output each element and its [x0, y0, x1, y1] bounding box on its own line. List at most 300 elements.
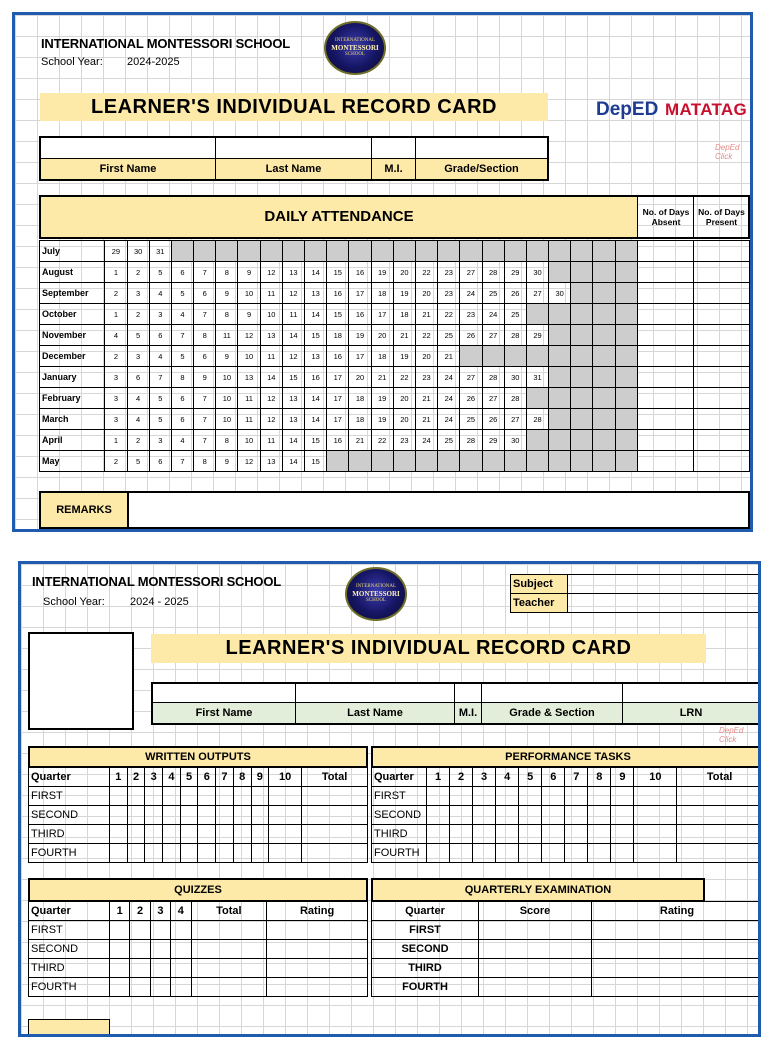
empty-day-cell [571, 283, 593, 304]
total-cell[interactable] [302, 844, 368, 863]
score-cell[interactable] [233, 787, 251, 806]
days-present-cell[interactable] [693, 325, 749, 346]
empty-day-cell [549, 388, 571, 409]
day-cell: 11 [216, 325, 238, 346]
score-cell[interactable] [634, 787, 677, 806]
score-cell[interactable] [611, 787, 634, 806]
first-name-label: First Name [40, 159, 216, 181]
quarter-label: SECOND [372, 806, 427, 825]
days-absent-cell[interactable] [637, 283, 693, 304]
score-cell[interactable] [110, 806, 128, 825]
days-absent-cell[interactable] [637, 388, 693, 409]
day-cell: 5 [149, 262, 171, 283]
empty-day-cell [504, 346, 526, 367]
score-cell[interactable] [519, 787, 542, 806]
score-cell[interactable] [496, 787, 519, 806]
total-cell[interactable] [302, 806, 368, 825]
score-cell[interactable] [171, 921, 191, 940]
quarter-label: THIRD [372, 959, 479, 978]
empty-day-cell [216, 241, 238, 262]
lrn-field[interactable] [623, 683, 761, 703]
teacher-field[interactable] [568, 594, 760, 613]
month-label: May [40, 451, 105, 472]
empty-day-cell [194, 241, 216, 262]
score-cell[interactable] [634, 825, 677, 844]
mi-field[interactable] [372, 137, 416, 159]
attendance-row [40, 241, 750, 262]
day-cell: 27 [482, 325, 504, 346]
score-cell[interactable] [269, 825, 302, 844]
day-cell: 28 [482, 367, 504, 388]
score-cell[interactable] [127, 806, 145, 825]
day-cell: 14 [282, 451, 304, 472]
days-absent-cell[interactable] [637, 430, 693, 451]
student-name-table [151, 682, 761, 725]
day-cell: 19 [371, 262, 393, 283]
score-cell[interactable] [473, 844, 496, 863]
day-cell: 18 [393, 304, 415, 325]
last-name-field[interactable] [296, 683, 455, 703]
score-cell[interactable] [233, 844, 251, 863]
score-cell[interactable] [519, 806, 542, 825]
day-cell: 28 [504, 325, 526, 346]
grades-record-card [18, 561, 761, 1037]
day-cell: 18 [371, 283, 393, 304]
score-cell[interactable] [496, 806, 519, 825]
day-cell: 23 [393, 430, 415, 451]
empty-day-cell [593, 346, 615, 367]
score-cell[interactable] [450, 844, 473, 863]
day-cell: 11 [238, 409, 260, 430]
day-cell: 3 [127, 346, 149, 367]
score-cell[interactable] [150, 940, 170, 959]
days-present-cell[interactable] [693, 304, 749, 325]
total-cell[interactable] [191, 978, 267, 997]
empty-day-cell [460, 451, 482, 472]
day-cell: 17 [349, 346, 371, 367]
score-cell[interactable] [110, 978, 130, 997]
month-label: March [40, 409, 105, 430]
days-absent-cell[interactable] [637, 262, 693, 283]
score-cell[interactable] [542, 825, 565, 844]
empty-day-cell [615, 262, 637, 283]
day-cell: 8 [216, 430, 238, 451]
days-present-cell[interactable] [693, 430, 749, 451]
empty-day-cell [593, 388, 615, 409]
day-cell: 28 [482, 262, 504, 283]
score-cell[interactable] [479, 978, 592, 997]
score-cell[interactable] [251, 787, 269, 806]
empty-day-cell [482, 346, 504, 367]
days-absent-cell[interactable] [637, 346, 693, 367]
day-cell: 9 [194, 367, 216, 388]
score-cell[interactable] [269, 787, 302, 806]
performance-tasks-title: PERFORMANCE TASKS [371, 746, 761, 768]
day-cell: 14 [305, 388, 327, 409]
day-cell: 11 [238, 388, 260, 409]
day-cell: 5 [171, 346, 193, 367]
rating-cell[interactable] [267, 921, 368, 940]
school-logo: INTERNATIONAL MONTESSORI SCHOOL [324, 21, 386, 75]
days-present-cell[interactable] [693, 388, 749, 409]
score-cell[interactable] [588, 844, 611, 863]
month-label: November [40, 325, 105, 346]
day-cell: 23 [415, 367, 437, 388]
days-absent-cell[interactable] [637, 409, 693, 430]
day-cell: 9 [238, 262, 260, 283]
score-cell[interactable] [145, 825, 163, 844]
day-cell: 16 [349, 304, 371, 325]
empty-day-cell [526, 346, 548, 367]
quarter-row [372, 844, 762, 863]
quarter-row [29, 844, 368, 863]
empty-day-cell [549, 304, 571, 325]
column-number: 4 [163, 768, 181, 787]
empty-day-cell [460, 346, 482, 367]
attendance-header [39, 195, 750, 239]
score-cell[interactable] [496, 825, 519, 844]
days-absent-cell[interactable] [637, 325, 693, 346]
day-cell: 14 [305, 262, 327, 283]
total-cell[interactable] [677, 844, 761, 863]
empty-day-cell [526, 451, 548, 472]
score-cell[interactable] [110, 959, 130, 978]
total-cell[interactable] [677, 825, 761, 844]
attendance-row [40, 283, 750, 304]
score-cell[interactable] [565, 787, 588, 806]
empty-day-cell [349, 451, 371, 472]
score-cell[interactable] [180, 844, 198, 863]
day-cell: 17 [349, 283, 371, 304]
day-cell: 17 [371, 304, 393, 325]
score-cell[interactable] [565, 825, 588, 844]
score-cell[interactable] [163, 806, 181, 825]
day-cell: 8 [171, 367, 193, 388]
day-cell: 20 [393, 409, 415, 430]
score-cell[interactable] [110, 844, 128, 863]
score-cell[interactable] [110, 940, 130, 959]
score-cell[interactable] [127, 825, 145, 844]
day-cell: 17 [327, 409, 349, 430]
column-number: 8 [233, 768, 251, 787]
score-cell[interactable] [163, 787, 181, 806]
days-absent-cell[interactable] [637, 367, 693, 388]
quarter-label: FIRST [29, 787, 110, 806]
quarter-header: Quarter [372, 768, 427, 787]
subject-field[interactable] [568, 575, 760, 594]
score-cell[interactable] [130, 978, 150, 997]
attendance-row [40, 430, 750, 451]
score-cell[interactable] [542, 787, 565, 806]
score-cell[interactable] [171, 978, 191, 997]
column-number: 8 [588, 768, 611, 787]
column-number: 4 [496, 768, 519, 787]
day-cell: 28 [526, 409, 548, 430]
empty-day-cell [438, 451, 460, 472]
day-cell: 5 [149, 388, 171, 409]
day-cell: 7 [194, 262, 216, 283]
score-cell[interactable] [145, 806, 163, 825]
day-cell: 12 [260, 262, 282, 283]
score-cell[interactable] [180, 787, 198, 806]
school-name: INTERNATIONAL MONTESSORI SCHOOL [32, 574, 281, 589]
score-cell[interactable] [634, 844, 677, 863]
header-row [29, 902, 368, 921]
score-cell[interactable] [127, 787, 145, 806]
card-title: LEARNER'S INDIVIDUAL RECORD CARD [151, 634, 706, 663]
score-cell[interactable] [110, 921, 130, 940]
score-cell[interactable] [130, 959, 150, 978]
quarter-row [29, 921, 368, 940]
day-cell: 10 [216, 367, 238, 388]
quarter-row [29, 825, 368, 844]
score-cell[interactable] [588, 787, 611, 806]
month-label: April [40, 430, 105, 451]
day-cell: 12 [238, 451, 260, 472]
days-absent-cell[interactable] [637, 451, 693, 472]
student-name-table [39, 136, 549, 181]
score-cell[interactable] [110, 825, 128, 844]
score-cell[interactable] [542, 806, 565, 825]
score-cell[interactable] [180, 806, 198, 825]
day-cell: 25 [482, 283, 504, 304]
column-number: 3 [473, 768, 496, 787]
day-cell: 1 [105, 262, 127, 283]
column-number: 7 [216, 768, 234, 787]
score-cell[interactable] [427, 825, 450, 844]
empty-day-cell [549, 367, 571, 388]
rating-cell[interactable] [592, 978, 762, 997]
score-cell[interactable] [198, 806, 216, 825]
first-name-field[interactable] [152, 683, 296, 703]
score-cell[interactable] [588, 825, 611, 844]
total-cell[interactable] [191, 959, 267, 978]
watermark: DepEd Click [715, 143, 740, 161]
day-cell: 16 [327, 346, 349, 367]
day-cell: 10 [216, 388, 238, 409]
total-cell[interactable] [677, 787, 761, 806]
score-cell[interactable] [473, 787, 496, 806]
bottom-section-header [28, 1019, 110, 1035]
score-cell[interactable] [233, 806, 251, 825]
rating-cell[interactable] [267, 978, 368, 997]
score-cell[interactable] [163, 844, 181, 863]
remarks-field[interactable] [129, 493, 748, 527]
column-number: 1 [110, 768, 128, 787]
column-number: 2 [127, 768, 145, 787]
score-cell[interactable] [450, 787, 473, 806]
empty-day-cell [549, 241, 571, 262]
score-cell[interactable] [251, 825, 269, 844]
total-cell[interactable] [302, 825, 368, 844]
score-cell[interactable] [269, 844, 302, 863]
day-cell: 16 [327, 430, 349, 451]
empty-day-cell [615, 409, 637, 430]
score-cell[interactable] [496, 844, 519, 863]
score-cell[interactable] [110, 787, 128, 806]
days-present-cell[interactable] [693, 367, 749, 388]
day-cell: 9 [216, 346, 238, 367]
score-cell[interactable] [180, 825, 198, 844]
written-outputs-table [28, 767, 368, 863]
score-cell[interactable] [634, 806, 677, 825]
day-cell: 5 [127, 325, 149, 346]
score-cell[interactable] [427, 806, 450, 825]
score-cell[interactable] [611, 825, 634, 844]
quarter-label: FOURTH [29, 844, 110, 863]
quarter-row [372, 959, 762, 978]
score-cell[interactable] [473, 806, 496, 825]
score-cell[interactable] [427, 844, 450, 863]
days-present-cell[interactable] [693, 346, 749, 367]
score-cell[interactable] [216, 806, 234, 825]
first-name-field[interactable] [40, 137, 216, 159]
column-number: 10 [269, 768, 302, 787]
day-cell: 27 [460, 262, 482, 283]
score-cell[interactable] [150, 978, 170, 997]
subject-teacher-table [510, 574, 760, 613]
rating-cell[interactable] [267, 959, 368, 978]
empty-day-cell [504, 451, 526, 472]
day-cell: 6 [127, 367, 149, 388]
day-cell: 11 [260, 346, 282, 367]
grade-section-label: Grade & Section [482, 703, 623, 725]
day-cell: 15 [305, 451, 327, 472]
total-cell[interactable] [191, 921, 267, 940]
school-logo: INTERNATIONAL MONTESSORI SCHOOL [345, 567, 407, 621]
rating-cell[interactable] [592, 921, 762, 940]
day-cell: 16 [349, 262, 371, 283]
day-cell: 12 [260, 388, 282, 409]
day-cell: 4 [171, 430, 193, 451]
rating-cell[interactable] [592, 940, 762, 959]
score-cell[interactable] [611, 806, 634, 825]
days-present-cell[interactable] [693, 451, 749, 472]
days-absent-cell[interactable] [637, 304, 693, 325]
score-cell[interactable] [163, 825, 181, 844]
rating-header: Rating [267, 902, 368, 921]
empty-day-cell [571, 346, 593, 367]
score-cell[interactable] [588, 806, 611, 825]
grade-section-label: Grade/Section [416, 159, 549, 181]
score-cell[interactable] [519, 844, 542, 863]
day-cell: 5 [127, 451, 149, 472]
score-cell[interactable] [473, 825, 496, 844]
score-cell[interactable] [479, 921, 592, 940]
rating-cell[interactable] [267, 940, 368, 959]
score-cell[interactable] [171, 940, 191, 959]
school-name: INTERNATIONAL MONTESSORI SCHOOL [41, 36, 290, 51]
day-cell: 4 [149, 346, 171, 367]
score-cell[interactable] [233, 825, 251, 844]
score-cell[interactable] [216, 787, 234, 806]
rating-cell[interactable] [592, 959, 762, 978]
total-header: Total [677, 768, 761, 787]
header-row [29, 768, 368, 787]
score-cell[interactable] [216, 825, 234, 844]
score-header: Score [479, 902, 592, 921]
score-cell[interactable] [565, 806, 588, 825]
day-cell: 21 [438, 346, 460, 367]
score-cell[interactable] [519, 825, 542, 844]
score-cell[interactable] [130, 921, 150, 940]
day-cell: 21 [349, 430, 371, 451]
score-cell[interactable] [150, 921, 170, 940]
last-name-label: Last Name [216, 159, 372, 181]
score-cell[interactable] [150, 959, 170, 978]
score-cell[interactable] [130, 940, 150, 959]
quarter-row [29, 806, 368, 825]
score-cell[interactable] [269, 806, 302, 825]
day-cell: 8 [194, 451, 216, 472]
day-cell: 6 [171, 388, 193, 409]
empty-day-cell [571, 451, 593, 472]
days-present-cell[interactable] [693, 409, 749, 430]
mi-field[interactable] [455, 683, 482, 703]
days-present-cell[interactable] [693, 262, 749, 283]
days-present-cell[interactable] [693, 283, 749, 304]
score-cell[interactable] [542, 844, 565, 863]
day-cell: 14 [282, 430, 304, 451]
month-label: February [40, 388, 105, 409]
day-cell: 10 [260, 304, 282, 325]
school-year-label: School Year: [43, 596, 105, 608]
score-cell[interactable] [565, 844, 588, 863]
day-cell: 23 [438, 262, 460, 283]
total-cell[interactable] [302, 787, 368, 806]
day-cell: 20 [415, 346, 437, 367]
score-cell[interactable] [251, 844, 269, 863]
empty-day-cell [415, 241, 437, 262]
day-cell: 11 [260, 430, 282, 451]
day-cell: 8 [194, 325, 216, 346]
score-cell[interactable] [127, 844, 145, 863]
quizzes-title: QUIZZES [28, 878, 368, 902]
grade-section-field[interactable] [482, 683, 623, 703]
total-cell[interactable] [677, 806, 761, 825]
score-cell[interactable] [611, 844, 634, 863]
day-cell: 13 [238, 367, 260, 388]
day-cell: 16 [305, 367, 327, 388]
day-cell: 21 [371, 367, 393, 388]
empty-day-cell [549, 262, 571, 283]
day-cell: 12 [282, 346, 304, 367]
days-absent-cell[interactable] [637, 241, 693, 262]
score-cell[interactable] [216, 844, 234, 863]
day-cell: 2 [105, 451, 127, 472]
score-cell[interactable] [450, 806, 473, 825]
total-cell[interactable] [191, 940, 267, 959]
score-cell[interactable] [479, 959, 592, 978]
score-cell[interactable] [251, 806, 269, 825]
score-cell[interactable] [198, 844, 216, 863]
score-cell[interactable] [427, 787, 450, 806]
score-cell[interactable] [145, 787, 163, 806]
grade-section-field[interactable] [416, 137, 549, 159]
remarks-box [39, 491, 750, 529]
day-cell: 25 [438, 325, 460, 346]
last-name-field[interactable] [216, 137, 372, 159]
empty-day-cell [593, 367, 615, 388]
score-cell[interactable] [198, 825, 216, 844]
score-cell[interactable] [145, 844, 163, 863]
score-cell[interactable] [198, 787, 216, 806]
score-cell[interactable] [171, 959, 191, 978]
score-cell[interactable] [479, 940, 592, 959]
days-present-cell[interactable] [693, 241, 749, 262]
score-cell[interactable] [450, 825, 473, 844]
column-number: 10 [634, 768, 677, 787]
